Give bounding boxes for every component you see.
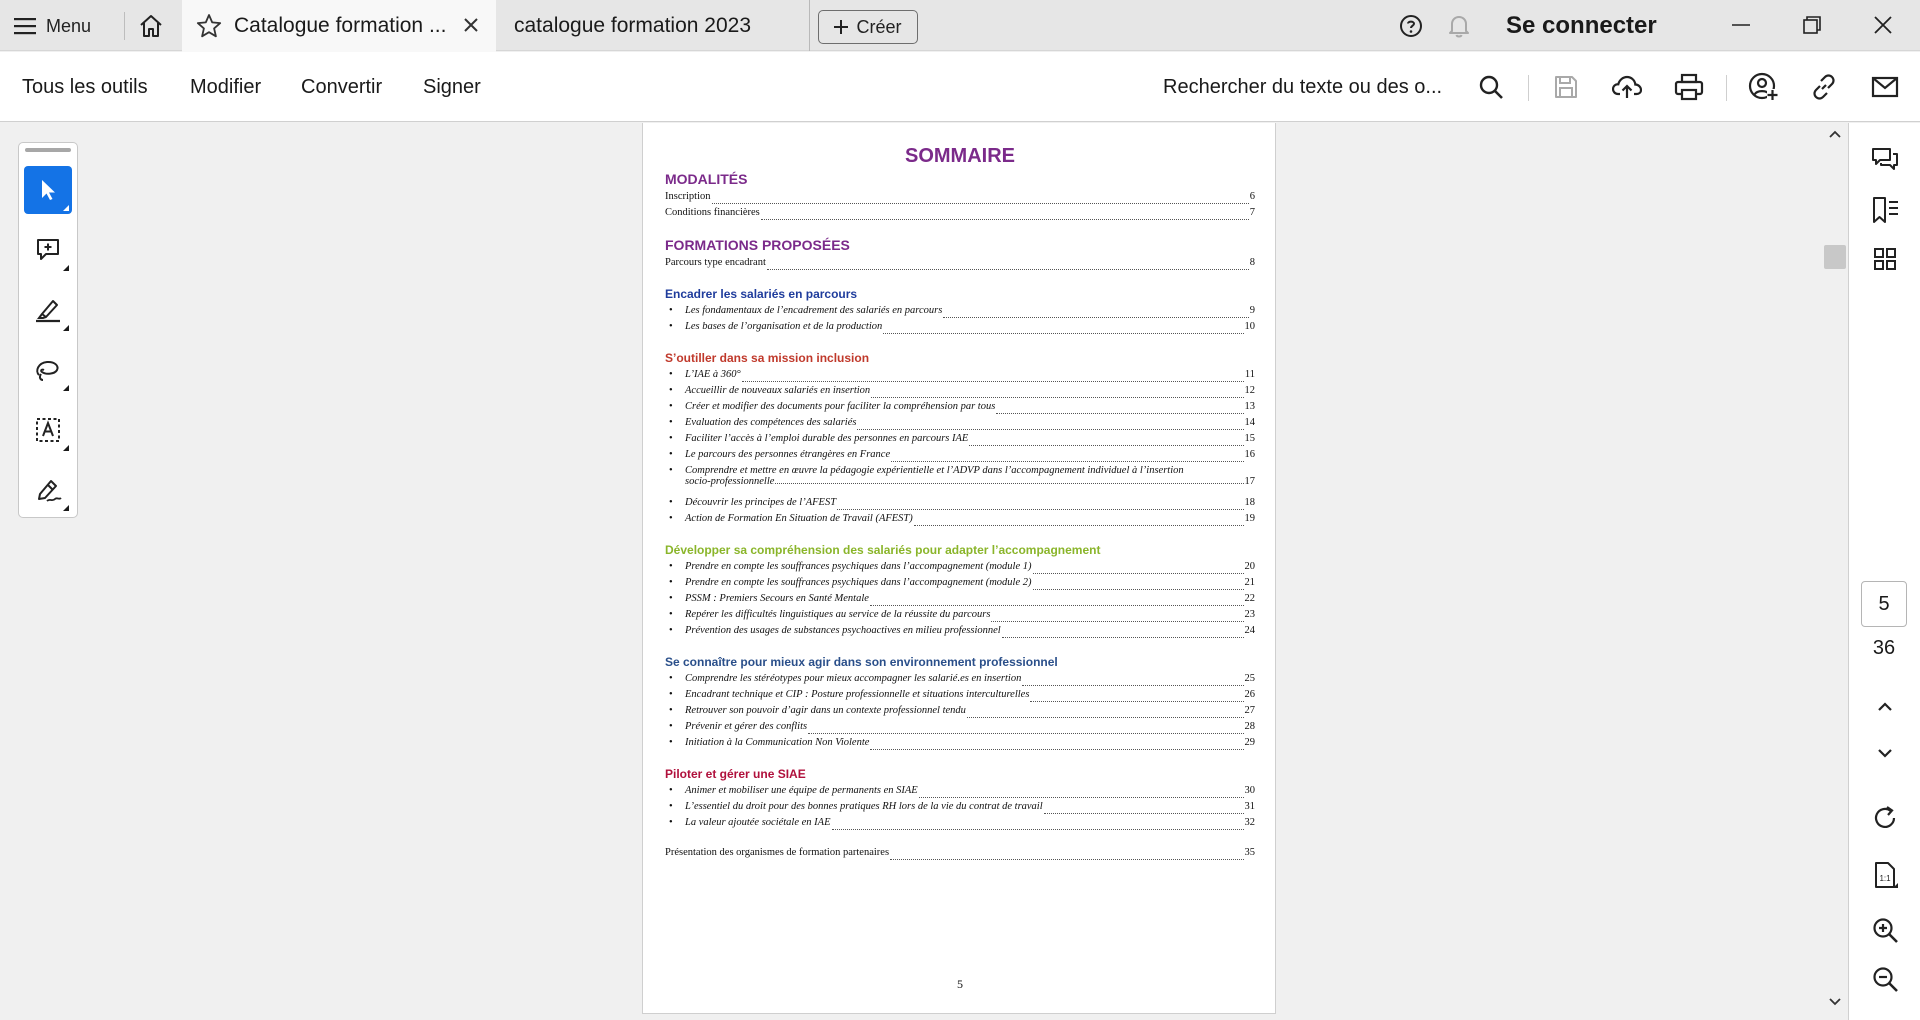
bullet-icon: •: [669, 513, 673, 524]
toc-entry-label: Evaluation des compétences des salariés: [685, 417, 857, 428]
page-title: SOMMAIRE: [905, 145, 1015, 167]
toc-entry-label: Repérer les difficultés linguistiques au service de la réussite du parcours: [685, 609, 991, 620]
toc-entry-page: 27: [1244, 705, 1255, 716]
toc-entry[interactable]: [669, 801, 1255, 817]
bullet-icon: •: [669, 385, 673, 396]
toc-entry[interactable]: [665, 257, 1255, 273]
toc-entry-page: 21: [1244, 577, 1255, 588]
document-viewport[interactable]: [0, 123, 1848, 1020]
toc-entry-label: Encadrant technique et CIP : Posture professionnelle et situations interculturelles: [685, 689, 1030, 700]
bullet-icon: •: [669, 369, 673, 380]
toc-entry[interactable]: [669, 689, 1255, 705]
toc-entry-label: Conditions financières: [665, 207, 760, 218]
toc-entry-page: 12: [1244, 385, 1255, 396]
toc-entry-continuation: [685, 476, 1255, 487]
dot-leader: [712, 203, 1249, 204]
scrollbar-thumb[interactable]: [1824, 245, 1846, 269]
toc-entry-page: 14: [1244, 417, 1255, 428]
toc-entry[interactable]: [669, 625, 1255, 641]
toc-entry-page: 24: [1244, 625, 1255, 636]
toc-entry-label: Prévention des usages de substances psychoactives en milieu professionnel: [685, 625, 1001, 636]
menu-convert[interactable]: Convertir: [301, 76, 383, 98]
menu-button[interactable]: [14, 12, 91, 40]
toc-entry[interactable]: [669, 497, 1255, 513]
search-icon: [1478, 74, 1504, 100]
toc-entry-page: 13: [1244, 401, 1255, 412]
bullet-icon: •: [669, 449, 673, 460]
close-window-button[interactable]: [1868, 10, 1898, 40]
toc-entry[interactable]: [669, 433, 1255, 449]
bullet-icon: •: [669, 593, 673, 604]
zoom-in-icon: [1871, 916, 1899, 944]
bullet-icon: •: [669, 497, 673, 508]
toc-section-heading: Piloter et gérer une SIAE: [665, 767, 806, 781]
bookmark-icon: [1870, 195, 1900, 225]
dot-leader: [991, 621, 1243, 622]
bullet-icon: •: [669, 801, 673, 812]
bullet-icon: •: [669, 561, 673, 572]
toc-entry-label: Le parcours des personnes étrangères en France: [685, 449, 891, 460]
search-button[interactable]: [1474, 70, 1508, 104]
toc-entry[interactable]: [669, 401, 1255, 417]
dot-leader: [775, 483, 1243, 484]
toc-entry-label: Retrouver son pouvoir d’agir dans un contexte professionnel tendu: [685, 705, 966, 716]
actual-size-button[interactable]: [1868, 859, 1902, 893]
notifications-button[interactable]: [1447, 13, 1471, 44]
toc-entry-page: 18: [1244, 497, 1255, 508]
toc-entry-label: Initiation à la Communication Non Violente: [685, 737, 870, 748]
tab-catalogue-formation[interactable]: [182, 0, 496, 52]
toc-section-heading: S’outiller dans sa mission inclusion: [665, 351, 870, 365]
toc-entry[interactable]: [669, 321, 1255, 337]
minimize-button[interactable]: [1726, 10, 1756, 40]
toc-entry-label: Accueillir de nouveaux salariés en insertion: [685, 385, 871, 396]
dot-leader: [1002, 637, 1244, 638]
bullet-icon: •: [669, 625, 673, 636]
toc-entry-page: 23: [1244, 609, 1255, 620]
dot-leader: [857, 429, 1243, 430]
toc-entry[interactable]: [665, 207, 1255, 223]
dot-leader: [967, 717, 1244, 718]
bullet-icon: •: [669, 417, 673, 428]
toc-entry-page: 22: [1244, 593, 1255, 604]
dot-leader: [1022, 685, 1243, 686]
restore-button[interactable]: [1797, 10, 1827, 40]
current-page-input[interactable]: 5: [1861, 581, 1907, 627]
toc-entry-page: 9: [1249, 305, 1255, 316]
toc-entry-page: 32: [1244, 817, 1255, 828]
toc-entry-page: 15: [1244, 433, 1255, 444]
toc-entry[interactable]: [669, 465, 1255, 499]
toc-entry-page: 25: [1244, 673, 1255, 684]
toc-entry-label: Prévenir et gérer des conflits: [685, 721, 808, 732]
bullet-icon: •: [669, 609, 673, 620]
dot-leader: [837, 509, 1243, 510]
zoom-in-button[interactable]: [1868, 913, 1902, 947]
title-bar: [0, 0, 1920, 51]
zoom-out-icon: [1871, 965, 1899, 993]
home-button[interactable]: [136, 12, 166, 40]
toc-entry-label: Prendre en compte les souffrances psychiques dans l’accompagnement (module 2): [685, 577, 1032, 588]
mail-icon: [1871, 75, 1899, 99]
chevron-down-icon[interactable]: [1828, 997, 1842, 1007]
toc-entry-page: 17: [1244, 476, 1255, 487]
toc-entry-label: Action de Formation En Situation de Travail (AFEST): [685, 513, 913, 524]
dot-leader: [1030, 701, 1243, 702]
toc-entry-page: 30: [1244, 785, 1255, 796]
total-pages: 36: [1872, 637, 1896, 659]
bullet-icon: •: [669, 817, 673, 828]
divider: [1726, 75, 1727, 101]
toc-entry[interactable]: [665, 191, 1255, 207]
dot-leader: [767, 269, 1249, 270]
toc-entry-label: Inscription: [665, 191, 711, 202]
dot-leader: [1044, 813, 1244, 814]
copy-link-button[interactable]: [1807, 70, 1841, 104]
divider: [1528, 75, 1529, 101]
toc-section-heading: Développer sa compréhension des salariés pour adapter l’accompagnement: [665, 543, 1101, 557]
upload-cloud-button[interactable]: [1610, 70, 1644, 104]
toc-entry-label: La valeur ajoutée sociétale en IAE: [685, 817, 831, 828]
star-icon[interactable]: [196, 13, 222, 39]
dot-leader: [919, 797, 1244, 798]
toc-entry-label: Comprendre les stéréotypes pour mieux accompagner les salarié.es en insertion: [685, 673, 1022, 684]
toc-entry[interactable]: [665, 847, 1255, 863]
dot-leader: [996, 413, 1243, 414]
toc-section-heading: MODALITÉS: [665, 171, 748, 187]
search-field[interactable]: Rechercher du texte ou des o...: [1163, 76, 1443, 98]
toc-section-heading: Encadrer les salariés en parcours: [665, 287, 858, 301]
grid-icon: [1872, 246, 1898, 272]
previous-page-button[interactable]: [1868, 689, 1902, 723]
toc-entry-label-cont: socio-professionnelle: [685, 476, 775, 487]
toc-entry-page: 10: [1244, 321, 1255, 332]
toc-entry-label: Prendre en compte les souffrances psychiques dans l’accompagnement (module 1): [685, 561, 1032, 572]
close-icon: [462, 16, 480, 34]
bullet-icon: •: [669, 577, 673, 588]
toc-entry-page: 11: [1244, 369, 1255, 380]
dot-leader: [870, 749, 1243, 750]
dot-leader: [891, 461, 1243, 462]
toc-entry-page: 35: [1244, 847, 1255, 858]
toc-entry[interactable]: [669, 305, 1255, 321]
save-button[interactable]: [1549, 70, 1583, 104]
dot-leader: [969, 445, 1243, 446]
toc-entry-page: 31: [1244, 801, 1255, 812]
toc-entry[interactable]: [669, 417, 1255, 433]
plus-icon: [834, 20, 848, 34]
toc-entry-page: 20: [1244, 561, 1255, 572]
toc-entry-label: Découvrir les principes de l’AFEST: [685, 497, 837, 508]
dot-leader: [871, 397, 1243, 398]
create-button[interactable]: [818, 10, 918, 44]
tab-title: Catalogue formation ...: [234, 14, 447, 37]
toc-entry[interactable]: [669, 737, 1255, 753]
bullet-icon: •: [669, 737, 673, 748]
toc-entry[interactable]: [669, 705, 1255, 721]
cloud-upload-icon: [1612, 73, 1642, 101]
toc-entry-label: L’IAE à 360°: [685, 369, 741, 380]
vertical-scrollbar[interactable]: [1822, 123, 1848, 1020]
add-user-icon: [1748, 72, 1778, 102]
dot-leader: [943, 317, 1248, 318]
next-page-button[interactable]: [1868, 737, 1902, 771]
tab-title: catalogue formation 2023: [514, 13, 751, 37]
dot-leader: [808, 733, 1243, 734]
share-with-people-button[interactable]: [1746, 70, 1780, 104]
dot-leader: [914, 525, 1244, 526]
toc-entry-label: Présentation des organismes de formation partenaires: [665, 847, 890, 858]
toc-entry-label: L’essentiel du droit pour des bonnes pratiques RH lors de la vie du contrat de travail: [685, 801, 1043, 812]
bullet-icon: •: [669, 401, 673, 412]
bullet-icon: •: [669, 689, 673, 700]
menu-sign[interactable]: Signer: [423, 76, 481, 98]
page-footer-number: 5: [957, 977, 963, 991]
toc-entry-page: 8: [1249, 257, 1255, 268]
toc-entry[interactable]: [669, 673, 1255, 689]
create-label: Créer: [856, 16, 902, 37]
dot-leader: [883, 333, 1243, 334]
help-icon: [1399, 14, 1423, 38]
menu-label: Menu: [46, 15, 92, 36]
bell-icon: [1447, 13, 1471, 39]
save-icon: [1553, 74, 1579, 100]
menu-all-tools[interactable]: Tous les outils: [22, 76, 148, 98]
restore-icon: [1802, 15, 1822, 35]
dot-leader: [890, 859, 1243, 860]
rotate-icon: [1871, 804, 1899, 832]
toc-entry-label: Faciliter l’accès à l’emploi durable des personnes en parcours IAE: [685, 433, 969, 444]
sign-in-button[interactable]: Se connecter: [1506, 12, 1657, 39]
bullet-icon: •: [669, 433, 673, 444]
chevron-up-icon[interactable]: [1828, 129, 1842, 139]
divider: [124, 12, 125, 40]
toc-entry-label: Animer et mobiliser une équipe de permanents en SIAE: [685, 785, 918, 796]
link-icon: [1810, 73, 1838, 101]
zoom-out-button[interactable]: [1868, 962, 1902, 996]
hamburger-icon: [14, 17, 36, 35]
toc-entry[interactable]: [669, 609, 1255, 625]
rotate-button[interactable]: [1868, 801, 1902, 835]
toc-entry[interactable]: [669, 593, 1255, 609]
thumbnails-button[interactable]: [1868, 242, 1902, 276]
bookmarks-button[interactable]: [1868, 193, 1902, 227]
help-button[interactable]: [1399, 14, 1423, 43]
toc-entry[interactable]: [669, 577, 1255, 593]
home-icon: [138, 14, 164, 38]
fit-page-icon: [1871, 861, 1899, 891]
comments-button[interactable]: [1868, 143, 1902, 177]
toc-entry-label: Les fondamentaux de l’encadrement des salariés en parcours: [685, 305, 943, 316]
dot-leader: [1033, 573, 1244, 574]
toc-section-heading: FORMATIONS PROPOSÉES: [665, 237, 850, 253]
toc-entry-label: Comprendre et mettre en œuvre la pédagogie expérientielle et l’ADVP dans l’accompagnement individuel à l’insertion: [685, 465, 1184, 476]
toc-entry-page: 26: [1244, 689, 1255, 700]
toc-entry-label: Les bases de l’organisation et de la production: [685, 321, 883, 332]
dot-leader: [742, 381, 1244, 382]
toc-entry[interactable]: [669, 369, 1255, 385]
pdf-page[interactable]: [642, 123, 1276, 1014]
close-tab-button[interactable]: [462, 16, 480, 39]
toc-entry-page: 29: [1244, 737, 1255, 748]
dot-leader: [832, 829, 1244, 830]
toc-entry[interactable]: [669, 385, 1255, 401]
bullet-icon: •: [669, 321, 673, 332]
toc-entry[interactable]: [669, 817, 1255, 833]
bullet-icon: •: [669, 305, 673, 316]
toc-entry[interactable]: [669, 513, 1255, 529]
dot-leader: [870, 605, 1244, 606]
print-button[interactable]: [1672, 70, 1706, 104]
toolbar: [0, 52, 1920, 122]
toc-entry-page: 7: [1249, 207, 1255, 218]
dot-leader: [761, 219, 1249, 220]
email-button[interactable]: [1868, 70, 1902, 104]
chevron-down-icon: [1876, 748, 1894, 760]
bullet-icon: •: [669, 465, 673, 476]
bullet-icon: •: [669, 673, 673, 684]
toc-entry-page: 16: [1244, 449, 1255, 460]
toc-entry-page: 19: [1244, 513, 1255, 524]
toc-entry[interactable]: [669, 561, 1255, 577]
toc-entry-label: PSSM : Premiers Secours en Santé Mentale: [685, 593, 869, 604]
right-rail: [1848, 123, 1920, 1020]
toc-entry-page: 6: [1249, 191, 1255, 202]
menu-edit[interactable]: Modifier: [190, 76, 262, 98]
chevron-up-icon: [1876, 700, 1894, 712]
toc-entry[interactable]: [669, 449, 1255, 465]
bullet-icon: •: [669, 705, 673, 716]
minimize-icon: [1731, 15, 1751, 35]
toc-section-heading: Se connaître pour mieux agir dans son environnement professionnel: [665, 655, 1058, 669]
bullet-icon: •: [669, 721, 673, 732]
toc-entry-label: Parcours type encadrant: [665, 257, 766, 268]
bullet-icon: •: [669, 785, 673, 796]
toc-entry[interactable]: [669, 721, 1255, 737]
toc-entry-page: 28: [1244, 721, 1255, 732]
print-icon: [1674, 73, 1704, 101]
svg-text:1:1: 1:1: [1879, 874, 1891, 883]
tab-catalogue-formation-2023[interactable]: [514, 0, 810, 51]
dot-leader: [1033, 589, 1244, 590]
comments-icon: [1870, 146, 1900, 174]
close-icon: [1873, 15, 1893, 35]
toc-entry[interactable]: [669, 785, 1255, 801]
toc-entry-label: Créer et modifier des documents pour faciliter la compréhension par tous: [685, 401, 996, 412]
